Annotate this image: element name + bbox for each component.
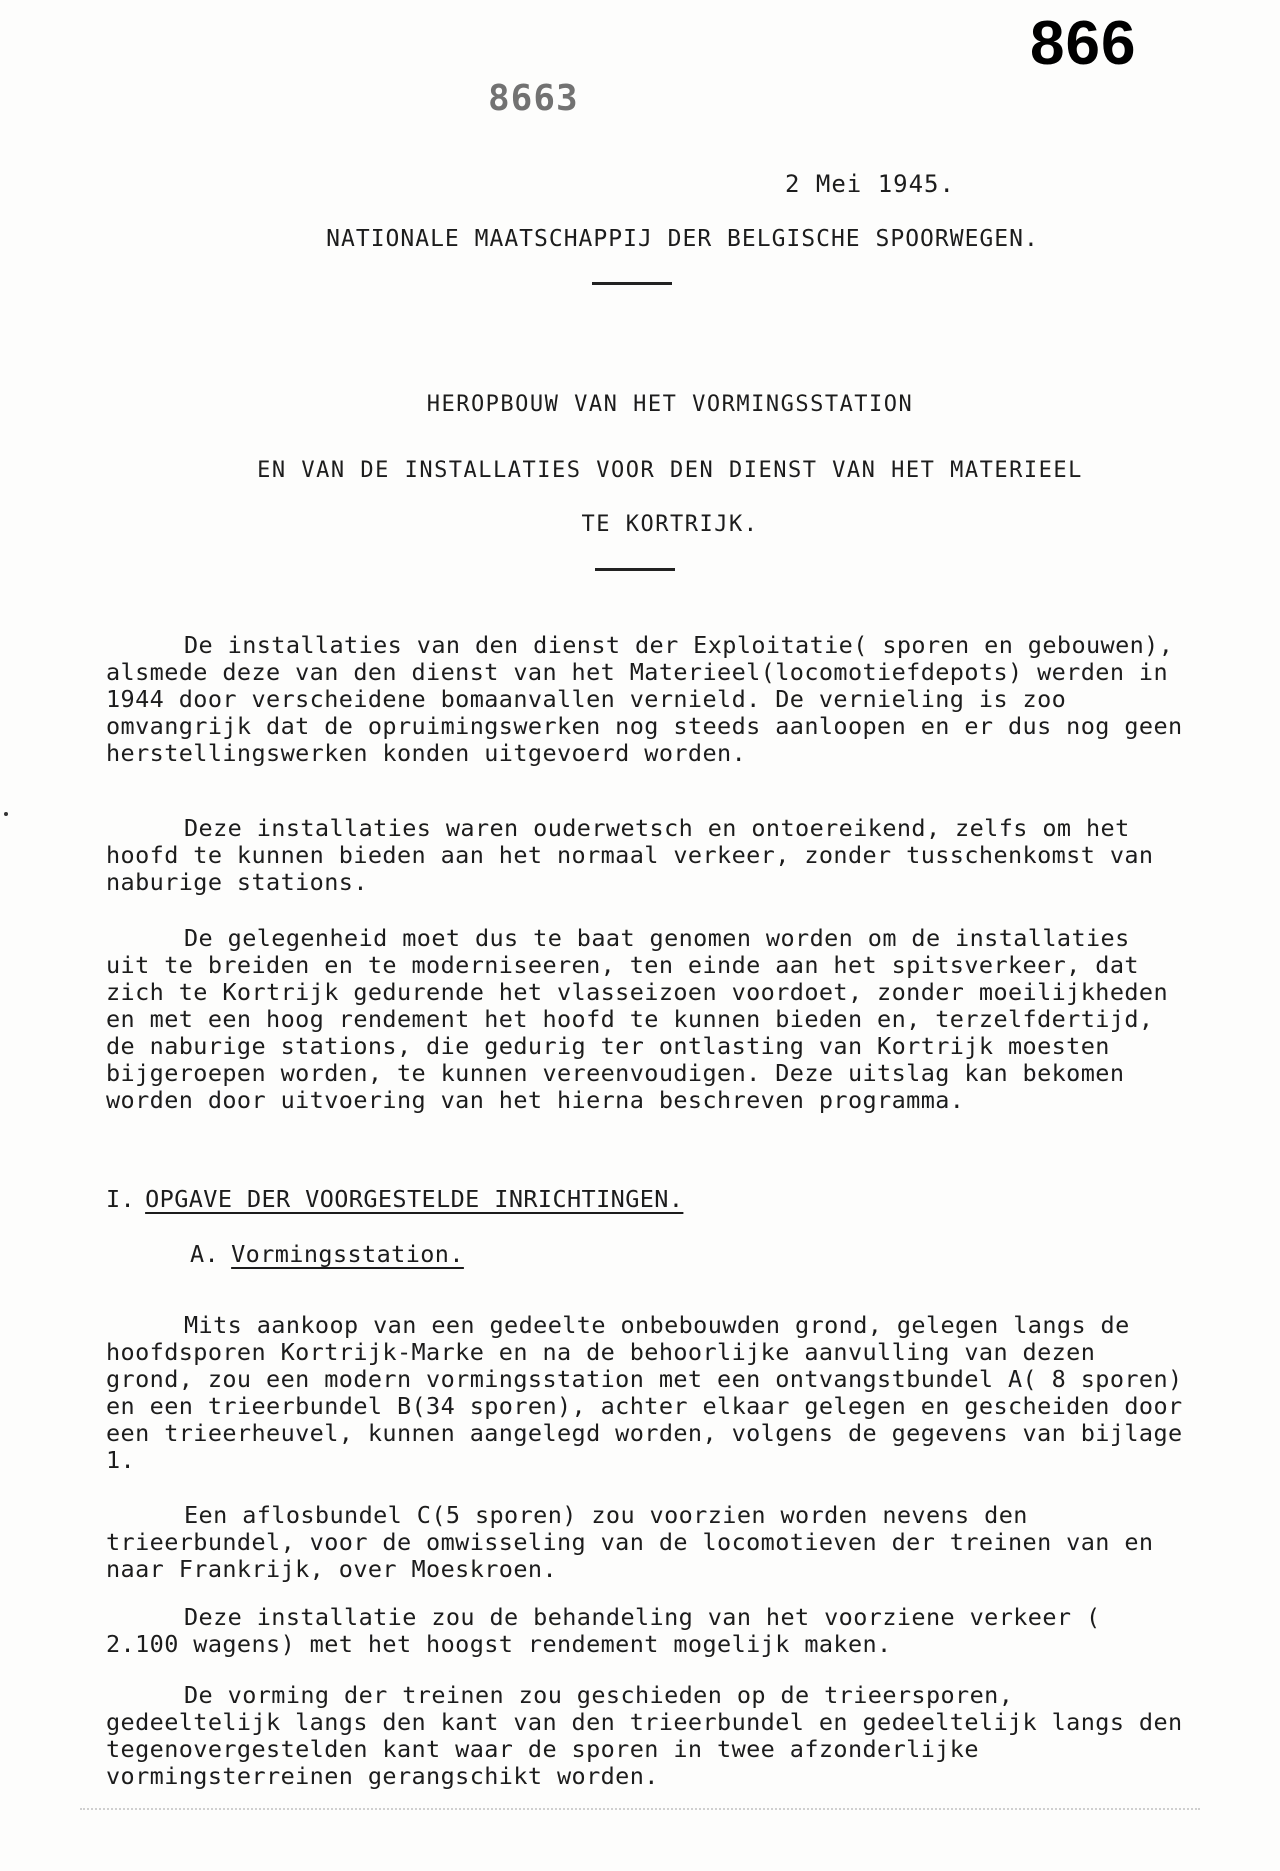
- section-title: OPGAVE DER VOORGESTELDE INRICHTINGEN.: [145, 1185, 684, 1213]
- section-number: I.: [106, 1185, 136, 1213]
- body-paragraph: De installaties van den dienst der Exploitatie( sporen en gebouwen), alsmede deze van den dienst van het Materieel(locomotiefdepots) werden in 1944 door verscheidene bomaanvallen vernield. De vernieling is zoo omvangrijk dat de opruimingswerken nog steeds aanloopen en er dus nog geen herstellingswerken konden uitgevoerd worden.: [106, 631, 1183, 767]
- section-heading: [106, 1185, 683, 1213]
- stamp-number: 8663: [488, 78, 579, 119]
- body-paragraph: Mits aankoop van een gedeelte onbebouwden grond, gelegen langs de hoofdsporen Kortrijk-Marke en na de behoorlijke aanvulling van dezen grond, zou een modern vormingsstation met een ontvangstbundel A( 8 sporen) en een trieerbundel B(34 sporen), achter elkaar gelegen en gescheiden door een trieerheuvel, kunnen aangelegd worden, volgens de gegevens van bijlage 1.: [106, 1311, 1183, 1474]
- body-paragraph: Deze installatie zou de behandeling van het voorziene verkeer ( 2.100 wagens) met het hoogst rendement mogelijk maken.: [106, 1603, 1101, 1658]
- body-paragraph: Deze installaties waren ouderwetsch en ontoereikend, zelfs om het hoofd te kunnen bieden aan het normaal verkeer, zonder tusschenkomst van naburige stations.: [106, 814, 1154, 896]
- separator-rule: [595, 568, 675, 571]
- subsection-title: Vormingsstation.: [231, 1240, 464, 1268]
- body-paragraph: De gelegenheid moet dus te baat genomen worden om de installaties uit te breiden en te moderniseeren, ten einde aan het spitsverkeer, dat zich te Kortrijk gedurende het vlasseizoen voordoet, zonder moeilijkheden en met een hoog rendement het hoofd te kunnen bieden en, terzelfdertijd, de naburige stations, die gedurig ter ontlasting van Kortrijk moesten bijgeroepen worden, te kunnen vereenvoudigen. Deze uitslag kan bekomen worden door uitvoering van het hierna beschreven programma.: [106, 924, 1169, 1114]
- title-line-2: EN VAN DE INSTALLATIES VOOR DEN DIENST VAN HET MATERIEEL: [257, 458, 1083, 483]
- margin-mark: [4, 812, 8, 816]
- subsection-heading: [190, 1240, 464, 1268]
- body-paragraph: Een aflosbundel C(5 sporen) zou voorzien worden nevens den trieerbundel, voor de omwisseling van de locomotieven der treinen van en naar Frankrijk, over Moeskroen.: [106, 1501, 1154, 1583]
- archive-number: 866: [1030, 9, 1137, 78]
- page-bottom-edge: [80, 1808, 1200, 1810]
- title-line-1: HEROPBOUW VAN HET VORMINGSSTATION: [426, 392, 914, 417]
- body-paragraph: De vorming der treinen zou geschieden op de trieersporen, gedeeltelijk langs den kant van den trieerbundel en gedeeltelijk langs den tegenovergestelden kant waar de sporen in twee afzonderlijke vormingsterreinen gerangschikt worden.: [106, 1681, 1183, 1790]
- separator-rule: [592, 282, 672, 285]
- organization-name: NATIONALE MAATSCHAPPIJ DER BELGISCHE SPOORWEGEN.: [326, 226, 1039, 252]
- subsection-number: A.: [190, 1240, 220, 1268]
- document-date: 2 Mei 1945.: [785, 170, 955, 198]
- title-line-3: TE KORTRIJK.: [581, 512, 759, 537]
